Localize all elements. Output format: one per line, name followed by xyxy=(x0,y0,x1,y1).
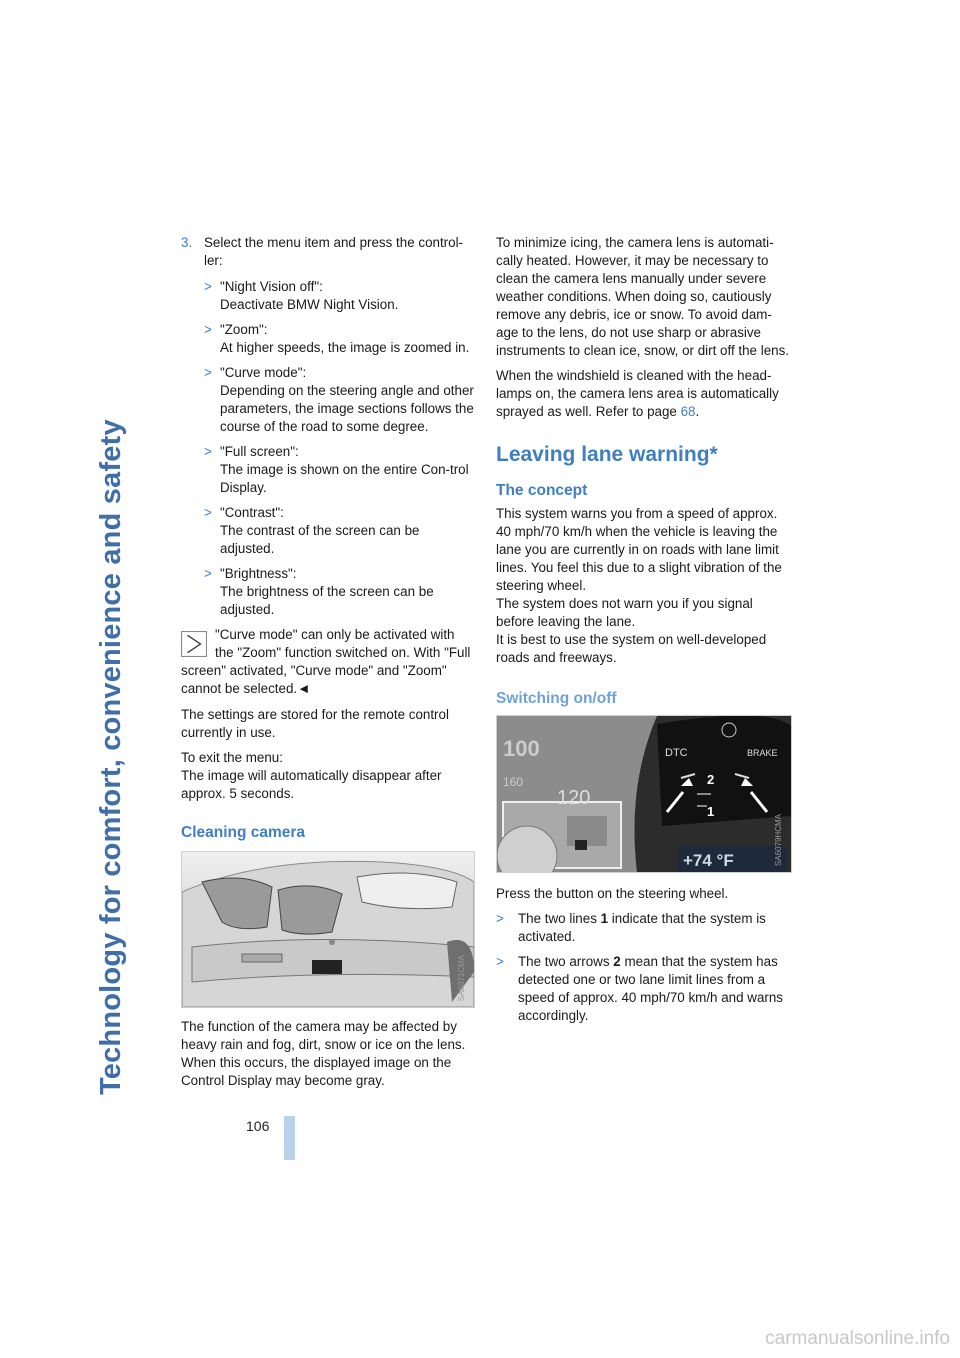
brake-label: BRAKE xyxy=(747,748,778,758)
cleaning-text: The function of the camera may be affected by heavy rain and fog, dirt, snow or ice on the lens. When this occurs, the displayed image on the Control Display may become gray. xyxy=(181,1019,466,1088)
temperature-readout: +74 °F xyxy=(683,851,734,870)
windshield-text: When the windshield is cleaned with the head-lamps on, the camera lens area is automatically sprayed as well. Refer to page 68. xyxy=(496,368,779,419)
figure-code: SA6079HCMA xyxy=(774,813,783,866)
page-number: 106 xyxy=(246,1118,270,1134)
dtc-label: DTC xyxy=(665,747,688,759)
step-3 xyxy=(181,234,475,270)
list-item: > The two lines 1 indicate that the system is activated. xyxy=(496,911,766,944)
speed-100-label: 100 xyxy=(503,736,540,761)
concept-heading: The concept xyxy=(496,482,588,499)
lane-label-2: 2 xyxy=(707,772,715,787)
list-item: > "Zoom": At higher speeds, the image is zoomed in. xyxy=(204,322,470,355)
right-column xyxy=(496,234,792,1032)
instrument-cluster-figure xyxy=(496,715,792,873)
concept-text: This system warns you from a speed of approx. 40 mph/70 km/h when the vehicle is leaving the lane you are currently in on roads with lane limit lines. You feel this due to a slight vibration of the steering wheel. The system does not warn you if you signal before leaving the lane. It is best to use the system on well-developed roads and freeways. xyxy=(496,506,782,665)
cleaning-camera-heading: Cleaning camera xyxy=(181,824,306,841)
cluster-illustration xyxy=(497,716,791,872)
menu-items-list xyxy=(181,278,475,619)
leaving-lane-heading: Leaving lane warning* xyxy=(496,443,718,466)
page-link[interactable]: 68 xyxy=(680,404,696,419)
sidebar-chapter-title: Technology for comfort, convenience and safety xyxy=(95,419,127,1095)
lane-indicator-list xyxy=(496,910,792,1025)
front-camera-figure xyxy=(181,851,475,1008)
press-button-text: Press the button on the steering wheel. xyxy=(496,886,729,901)
list-item: > "Brightness": The brightness of the screen can be adjusted. xyxy=(204,566,434,617)
settings-stored-text: The settings are stored for the remote control currently in use. xyxy=(181,707,449,740)
step-text: Select the menu item and press the control-ler: xyxy=(204,235,464,268)
list-item: > "Contrast": The contrast of the screen can be adjusted. xyxy=(204,505,420,556)
note-triangle-icon xyxy=(181,631,207,657)
lane-label-1: 1 xyxy=(707,804,715,819)
left-column xyxy=(181,234,475,1097)
note-end-icon: ◄ xyxy=(297,681,311,696)
car-front-illustration xyxy=(182,852,474,1007)
speed-120-label: 120 xyxy=(557,787,591,809)
note-text: "Curve mode" can only be activated with the "Zoom" function switched on. With "Full screen" activated, "Curve mode" and "Zoom" cannot be selected. xyxy=(181,627,471,696)
switching-heading: Switching on/off xyxy=(496,690,617,707)
figure-code: SA6071CMA xyxy=(457,954,466,1001)
page-number-bar xyxy=(284,1116,295,1160)
speed-160-label: 160 xyxy=(503,775,524,789)
icing-text: To minimize icing, the camera lens is automati-cally heated. However, it may be necessary to clean the camera lens manually under severe weather conditions. When doing so, cautiously remove any debris, ice or snow. To avoid dam-age to the lens, do not use sharp or abrasive instruments to clean ice, snow, or dirt off the lens. xyxy=(496,235,790,358)
list-item: > "Night Vision off": Deactivate BMW Night Vision. xyxy=(204,279,399,312)
list-item: > The two arrows 2 mean that the system has detected one or two lane limit lines from a speed of approx. 40 mph/70 km/h and warns accordingly. xyxy=(496,954,783,1023)
list-item: > "Curve mode": Depending on the steering angle and other parameters, the image sections follows the course of the road to some degree. xyxy=(204,365,474,434)
footer-watermark[interactable]: carmanualsonline.info xyxy=(765,1328,950,1349)
step-number: 3. xyxy=(181,235,193,250)
list-item: > "Full screen": The image is shown on the entire Con-trol Display. xyxy=(204,444,469,495)
note-box xyxy=(181,626,475,698)
exit-menu-text: To exit the menu: The image will automatically disappear after approx. 5 seconds. xyxy=(181,750,442,801)
